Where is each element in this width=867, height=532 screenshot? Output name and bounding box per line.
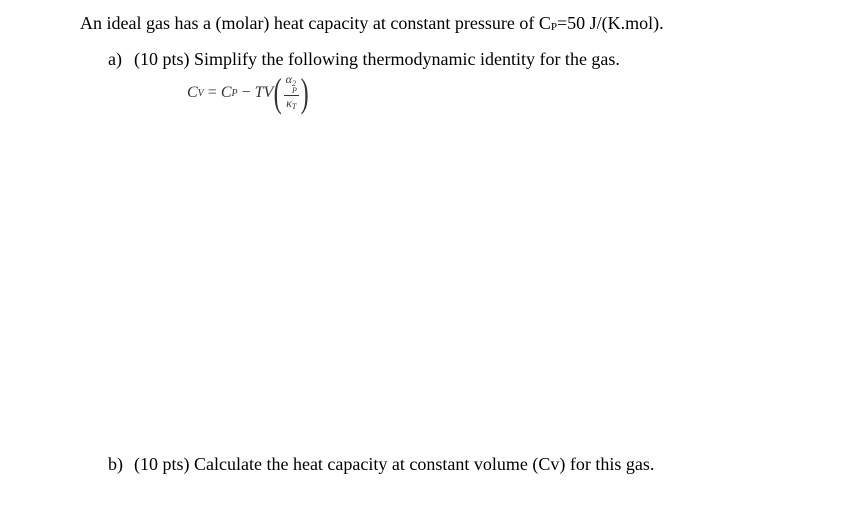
eq-paren-open: ( — [273, 70, 282, 115]
question-a-label: a) — [108, 49, 122, 69]
question-b — [108, 453, 654, 475]
eq-cv-subscript: V — [197, 87, 204, 99]
intro-text-after: =50 J/(K.mol). — [556, 13, 664, 33]
eq-cp-symbol: C — [220, 84, 232, 101]
eq-cv-symbol: C — [187, 84, 198, 101]
eq-tv: TV — [254, 84, 274, 101]
intro-text-before: An ideal gas has a (molar) heat capacity at constant pressure of C — [80, 13, 551, 33]
question-b-text: (10 pts) Calculate the heat capacity at constant volume (Cv) for this gas. — [134, 454, 655, 474]
eq-denominator — [286, 96, 296, 113]
question-b-label: b) — [108, 454, 123, 474]
eq-alpha: α — [285, 72, 292, 86]
problem-statement — [80, 12, 664, 38]
question-a-text: (10 pts) Simplify the following thermodynamic identity for the gas. — [134, 49, 620, 69]
eq-alpha-superscript: 2 — [291, 79, 296, 88]
question-a — [108, 48, 620, 70]
eq-kappa-subscript: T — [291, 102, 297, 111]
eq-minus: − — [237, 84, 255, 101]
thermodynamic-identity-equation — [187, 70, 309, 116]
eq-paren-close: ) — [300, 70, 309, 115]
cp-subscript: P — [550, 21, 557, 33]
eq-kappa: κ — [286, 96, 292, 110]
eq-alpha-subscript: P — [291, 86, 297, 95]
eq-equals: = — [203, 84, 221, 101]
eq-numerator — [284, 73, 299, 95]
eq-cp-subscript: P — [231, 87, 238, 99]
eq-fraction — [284, 73, 299, 113]
